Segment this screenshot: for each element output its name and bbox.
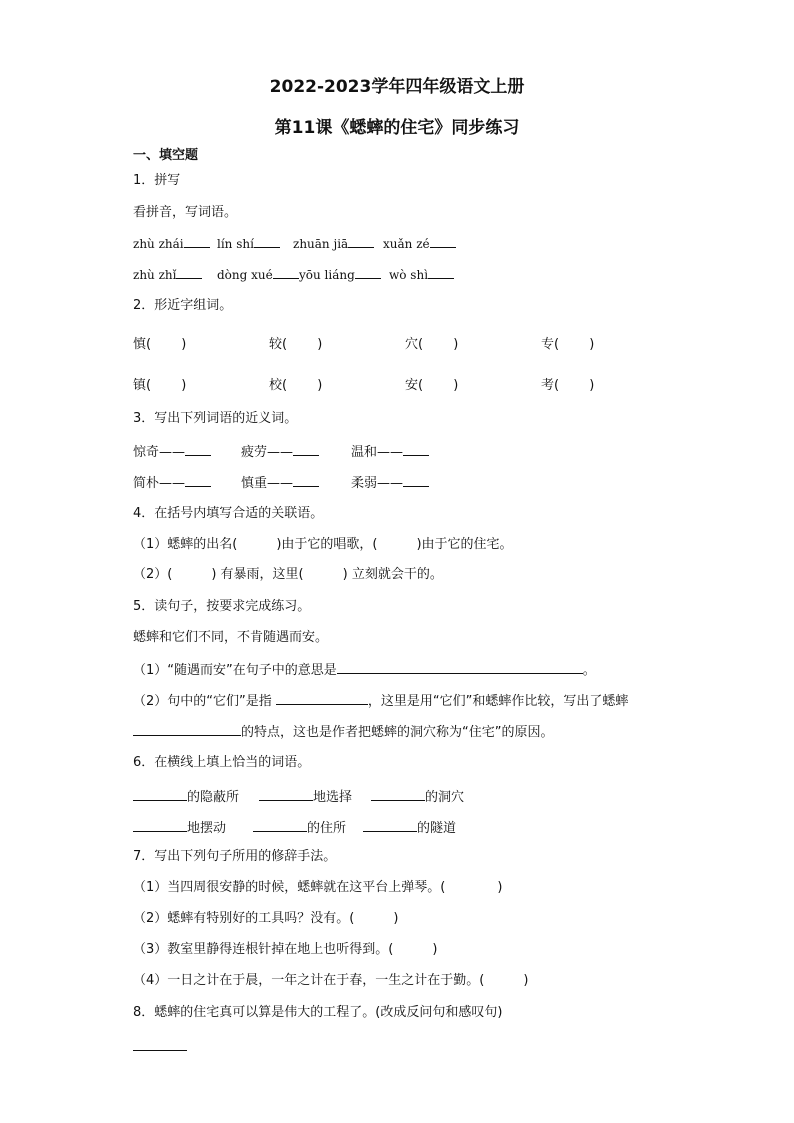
answer-blank[interactable] — [273, 266, 299, 279]
pinyin-item: zhuān jiā — [293, 235, 374, 251]
answer-blank[interactable] — [403, 443, 429, 456]
answer-blank[interactable] — [363, 819, 417, 832]
char-item: 考( ) — [541, 378, 595, 393]
q7-item-2: （2）蟋蟀有特别好的工具吗？没有。( ) — [133, 911, 399, 926]
q4-item-2: （2）( ) 有暴雨，这里( ) 立刻就会干的。 — [133, 567, 443, 582]
worksheet-title-line1: 2022-2023学年四年级语文上册 — [269, 77, 525, 97]
q1-number: 1．拼写 — [133, 173, 181, 188]
pinyin-item: dòng xué — [217, 266, 299, 282]
q4-item-1: （1）蟋蟀的出名( )由于它的唱歌，( )由于它的住宅。 — [133, 537, 513, 552]
answer-blank[interactable] — [259, 788, 313, 801]
synonym-item: 温和—— — [351, 441, 429, 460]
answer-blank[interactable] — [348, 235, 374, 248]
phrase-item: 地摆动 — [133, 817, 226, 836]
q1-instruction: 看拼音，写词语。 — [133, 205, 238, 220]
q5-item-2-continued: 的特点，这也是作者把蟋蟀的洞穴称为“住宅”的原因。 — [133, 723, 553, 742]
section-heading-fill-in: 一、填空题 — [133, 148, 199, 163]
answer-blank[interactable] — [371, 788, 425, 801]
answer-blank[interactable] — [293, 474, 319, 487]
q5-item-2: （2）句中的“它们”是指 ，这里是用“它们”和蟋蟀作比较，写出了蟋蟀 — [133, 694, 629, 709]
phrase-item: 的隐蔽所 — [133, 786, 239, 805]
phrase-item: 的住所 — [253, 817, 346, 836]
answer-blank[interactable] — [403, 474, 429, 487]
answer-blank[interactable] — [254, 235, 280, 248]
phrase-item: 地选择 — [259, 786, 352, 805]
q3-row-2 — [133, 472, 633, 490]
answer-blank[interactable] — [185, 474, 211, 487]
q7-item-1: （1）当四周很安静的时候，蟋蟀就在这平台上弹琴。( ) — [133, 880, 503, 895]
q2-row-2 — [133, 374, 633, 392]
answer-blank[interactable] — [133, 788, 187, 801]
pinyin-item: zhù zhái — [133, 235, 210, 251]
answer-blank[interactable] — [253, 819, 307, 832]
char-item: 镇( ) — [133, 378, 187, 393]
q1-pinyin-row-2 — [133, 266, 633, 284]
answer-blank[interactable] — [355, 266, 381, 279]
answer-blank[interactable] — [133, 819, 187, 832]
q8-number: 8．蟋蟀的住宅真可以算是伟大的工程了。(改成反问句和感叹句) — [133, 1005, 503, 1020]
char-item: 慎( ) — [133, 337, 187, 352]
answer-blank[interactable] — [337, 661, 583, 674]
char-item: 校( ) — [269, 378, 323, 393]
answer-blank[interactable] — [184, 235, 210, 248]
pinyin-item: wò shì — [389, 266, 454, 282]
q3-row-1 — [133, 441, 633, 459]
q5-item-1: （1）“随遇而安”在句子中的意思是 。 — [133, 663, 596, 678]
char-item: 安( ) — [405, 378, 459, 393]
answer-blank[interactable] — [430, 235, 456, 248]
synonym-item: 疲劳—— — [241, 441, 319, 460]
answer-blank[interactable] — [428, 266, 454, 279]
q7-item-4: （4）一日之计在于晨，一年之计在于春，一生之计在于勤。( ) — [133, 973, 529, 988]
answer-blank[interactable] — [133, 1038, 187, 1051]
char-item: 较( ) — [269, 337, 323, 352]
phrase-item: 的隧道 — [363, 817, 456, 836]
pinyin-item: xuǎn zé — [383, 235, 456, 251]
q6-row-2 — [133, 817, 633, 835]
worksheet-title-line2: 第11课《蟋蟀的住宅》同步练习 — [274, 118, 520, 138]
q4-number: 4．在括号内填写合适的关联语。 — [133, 506, 324, 521]
answer-blank[interactable] — [133, 723, 241, 736]
synonym-item: 惊奇—— — [133, 441, 211, 460]
q5-number: 5．读句子，按要求完成练习。 — [133, 599, 311, 614]
char-item: 专( ) — [541, 337, 595, 352]
answer-blank[interactable] — [293, 443, 319, 456]
synonym-item: 柔弱—— — [351, 472, 429, 491]
q2-row-1 — [133, 333, 633, 351]
phrase-item: 的洞穴 — [371, 786, 464, 805]
char-item: 穴( ) — [405, 337, 459, 352]
q6-row-1 — [133, 786, 633, 804]
pinyin-item: yōu liáng — [299, 266, 381, 282]
answer-blank[interactable] — [276, 692, 368, 705]
q3-number: 3．写出下列词语的近义词。 — [133, 411, 298, 426]
answer-blank[interactable] — [185, 443, 211, 456]
q7-item-3: （3）教室里静得连根针掉在地上也听得到。( ) — [133, 942, 438, 957]
synonym-item: 简朴—— — [133, 472, 211, 491]
synonym-item: 慎重—— — [241, 472, 319, 491]
pinyin-item: zhù zhǐ — [133, 266, 202, 282]
pinyin-item: lín shí — [217, 235, 280, 251]
q2-number: 2．形近字组词。 — [133, 298, 233, 313]
q7-number: 7．写出下列句子所用的修辞手法。 — [133, 849, 337, 864]
q5-sentence: 蟋蟀和它们不同，不肯随遇而安。 — [133, 630, 329, 645]
q8-answer-line — [133, 1038, 187, 1057]
answer-blank[interactable] — [176, 266, 202, 279]
q1-pinyin-row-1 — [133, 235, 633, 253]
q6-number: 6．在横线上填上恰当的词语。 — [133, 755, 311, 770]
